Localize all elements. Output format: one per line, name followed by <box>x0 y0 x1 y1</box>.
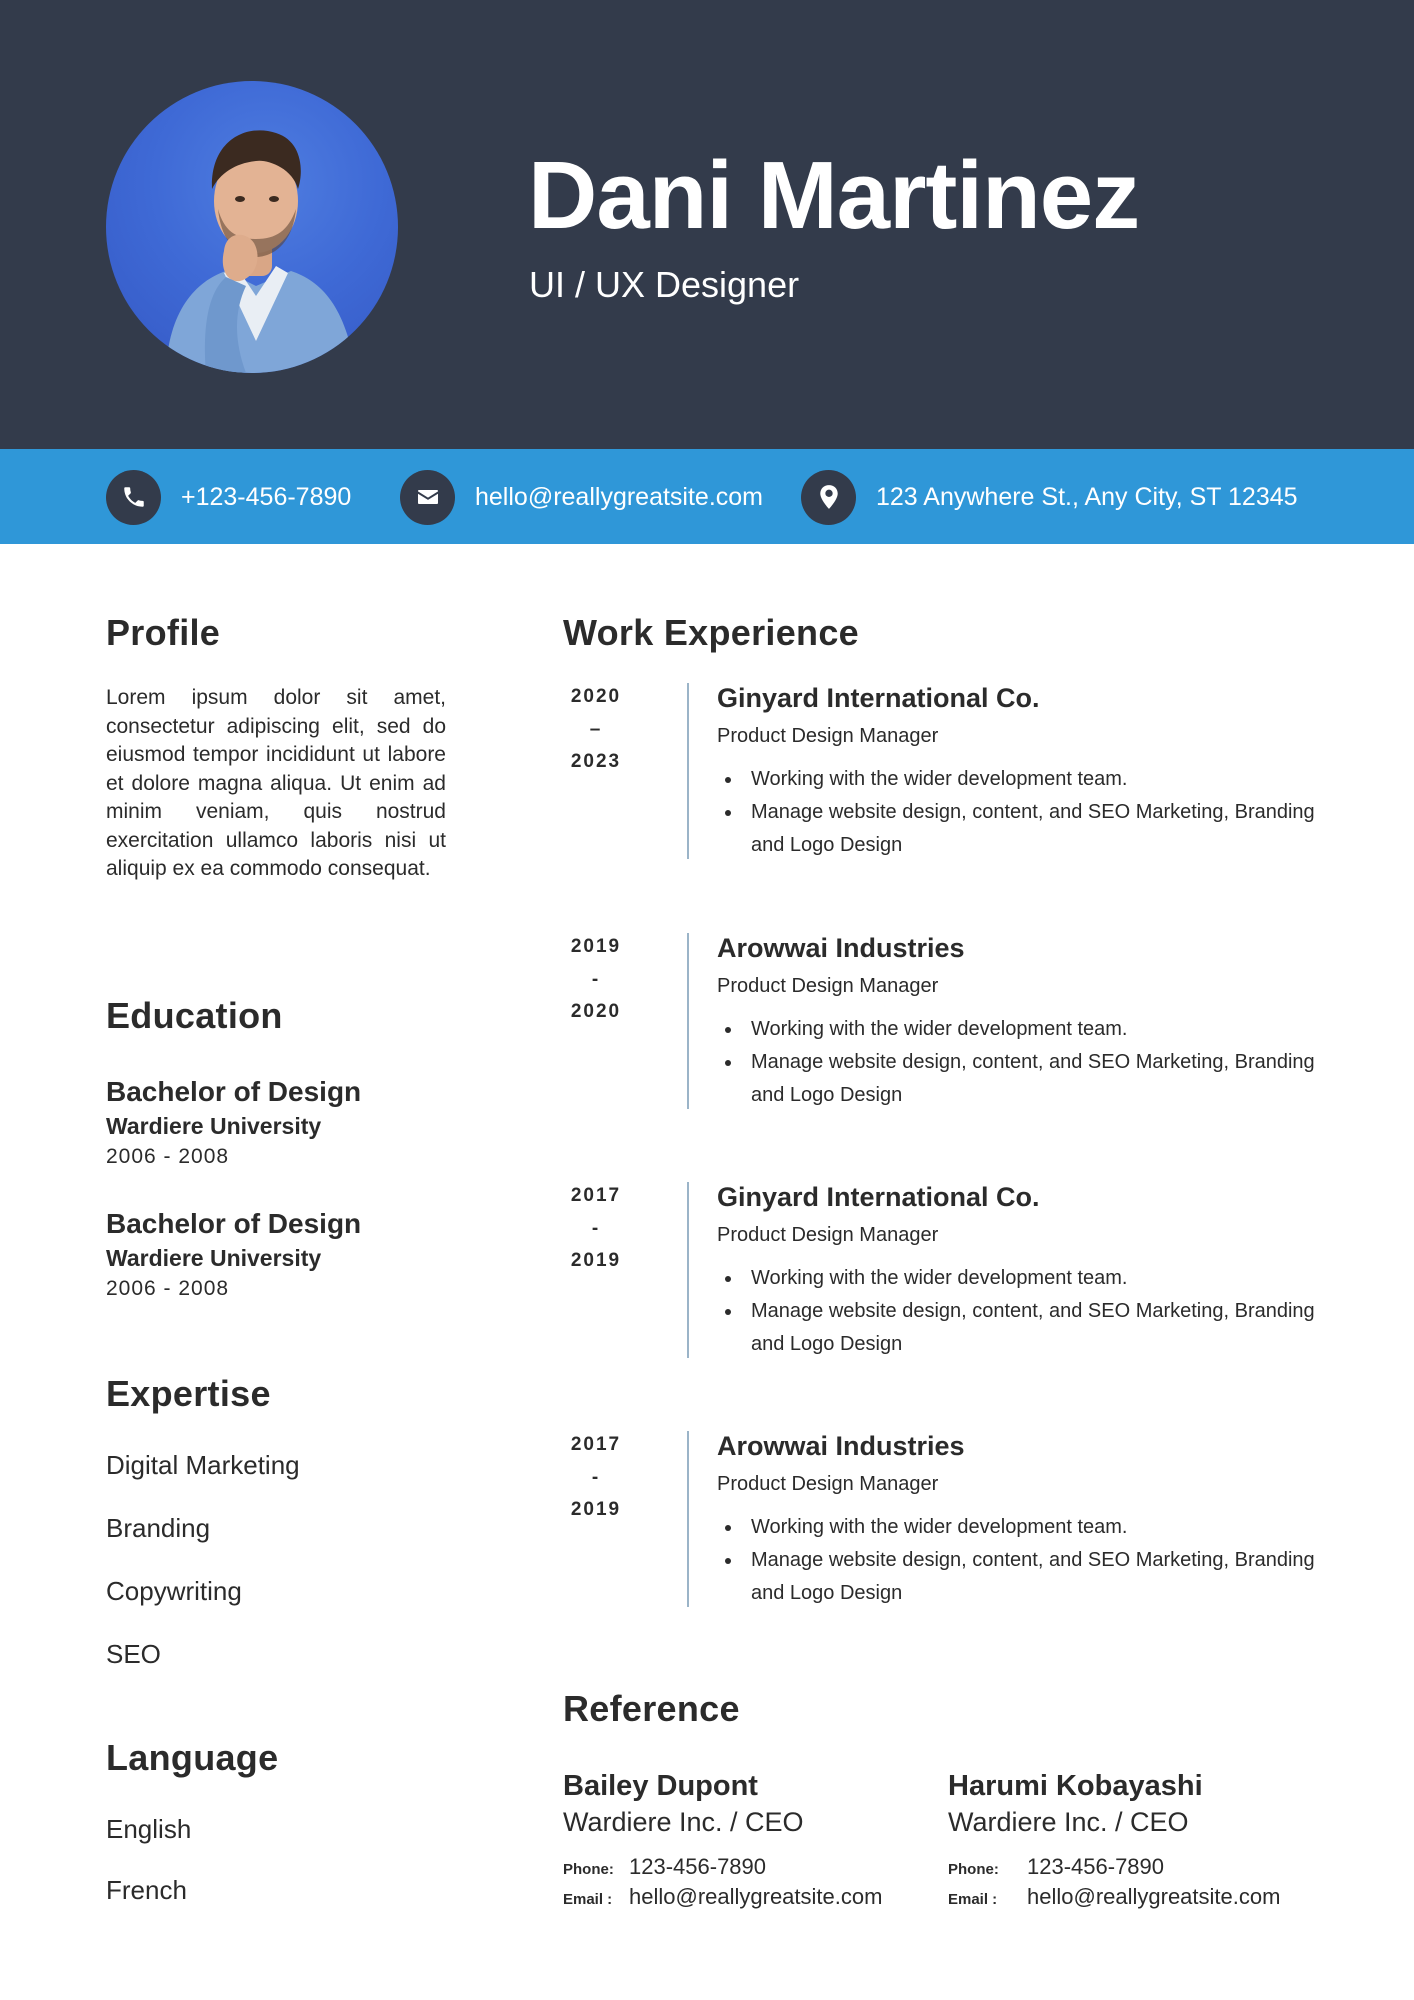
job-start-year: 2017 <box>570 1434 622 1455</box>
map-pin-icon <box>801 470 856 525</box>
job-details <box>717 681 1317 862</box>
job-title: Product Design Manager <box>717 1473 939 1495</box>
job-bullets <box>717 763 1317 862</box>
job-company: Ginyard International Co. <box>717 1182 1040 1212</box>
job-end-year: 2019 <box>570 1499 622 1520</box>
timeline-divider <box>687 1182 689 1358</box>
language-item: English <box>106 1814 192 1844</box>
job-company: Ginyard International Co. <box>717 683 1040 713</box>
reference-email[interactable]: hello@reallygreatsite.com <box>1027 1884 1281 1909</box>
education-item <box>106 1206 446 1304</box>
contact-phone <box>106 470 351 524</box>
contact-phone-text[interactable]: +123-456-7890 <box>181 482 352 511</box>
reference-org: Wardiere Inc. / CEO <box>563 1807 804 1837</box>
reference-email-row <box>563 1884 943 1910</box>
job-bullets <box>717 1013 1317 1112</box>
education-school: Wardiere University <box>106 1113 322 1139</box>
reference-phone[interactable]: 123-456-7890 <box>629 1854 767 1879</box>
job-years <box>563 931 629 1029</box>
contact-email <box>400 470 763 524</box>
timeline-divider <box>687 933 689 1109</box>
job-details <box>717 931 1317 1112</box>
education-degree: Bachelor of Design <box>106 1208 362 1239</box>
job-details <box>717 1180 1317 1361</box>
job-end-year: 2019 <box>570 1250 622 1271</box>
reference-org: Wardiere Inc. / CEO <box>948 1807 1189 1837</box>
contact-address <box>801 470 1298 524</box>
job-start-year: 2017 <box>570 1185 622 1206</box>
reference-email-label: Email : <box>563 1891 613 1908</box>
education-item <box>106 1074 446 1172</box>
timeline-divider <box>687 1431 689 1607</box>
contact-email-text[interactable]: hello@reallygreatsite.com <box>475 482 764 511</box>
education-heading: Education <box>106 995 283 1036</box>
education-years: 2006 - 2008 <box>106 1145 230 1168</box>
job-year-separator: – <box>589 718 603 740</box>
job-years <box>563 1180 629 1278</box>
expertise-item: Digital Marketing <box>106 1450 300 1480</box>
reference-name: Harumi Kobayashi <box>948 1770 1203 1802</box>
expertise-item: Branding <box>106 1513 211 1543</box>
reference-phone-label: Phone: <box>948 1861 999 1878</box>
language-item: French <box>106 1875 187 1905</box>
reference-heading: Reference <box>563 1688 740 1729</box>
timeline-divider <box>687 683 689 859</box>
education-years: 2006 - 2008 <box>106 1277 230 1300</box>
profile-photo-illustration <box>106 81 398 373</box>
reference-name: Bailey Dupont <box>563 1770 758 1802</box>
reference-card <box>563 1768 943 1910</box>
job-bullet: Manage website design, content, and SEO Marketing, Branding and Logo Design <box>717 1295 1317 1361</box>
job-bullets <box>717 1262 1317 1361</box>
reference-card <box>948 1768 1328 1910</box>
reference-phone-row <box>948 1854 1328 1880</box>
reference-phone-row <box>563 1854 943 1880</box>
job-company: Arowwai Industries <box>717 933 965 963</box>
job-bullet: Working with the wider development team. <box>717 763 1317 796</box>
job-company: Arowwai Industries <box>717 1431 965 1461</box>
job-years <box>563 1429 629 1527</box>
resume-header <box>0 0 1414 449</box>
job-bullet: Working with the wider development team. <box>717 1511 1317 1544</box>
reference-phone[interactable]: 123-456-7890 <box>1027 1854 1165 1879</box>
reference-phone-label: Phone: <box>563 1861 614 1878</box>
job-bullet: Working with the wider development team. <box>717 1262 1317 1295</box>
job-bullets <box>717 1511 1317 1610</box>
job-start-year: 2020 <box>570 686 622 707</box>
job-year-separator: - <box>591 1466 601 1488</box>
job-title: Product Design Manager <box>717 725 939 747</box>
reference-email-label: Email : <box>948 1891 998 1908</box>
job-bullet: Working with the wider development team. <box>717 1013 1317 1046</box>
reference-email-row <box>948 1884 1328 1910</box>
education-degree: Bachelor of Design <box>106 1076 362 1107</box>
job-year-separator: - <box>591 1217 601 1239</box>
reference-email[interactable]: hello@reallygreatsite.com <box>629 1884 883 1909</box>
job-bullet: Manage website design, content, and SEO Marketing, Branding and Logo Design <box>717 1046 1317 1112</box>
work-experience-heading: Work Experience <box>563 612 859 653</box>
job-details <box>717 1429 1317 1610</box>
profile-text: Lorem ipsum dolor sit amet, consectetur adipiscing elit, sed do eiusmod tempor incididunt ut labore et dolore magna aliqua. Ut enim ad minim veniam, quis nostrud exercitation ullamco laboris nisi ut aliquip ex ea commodo consequat. <box>106 686 446 880</box>
expertise-heading: Expertise <box>106 1373 271 1414</box>
language-heading: Language <box>106 1737 279 1778</box>
job-title: Product Design Manager <box>717 1224 939 1246</box>
job-bullet: Manage website design, content, and SEO Marketing, Branding and Logo Design <box>717 796 1317 862</box>
phone-icon <box>106 470 161 525</box>
contact-address-text: 123 Anywhere St., Any City, ST 12345 <box>876 482 1298 511</box>
expertise-item: SEO <box>106 1639 161 1669</box>
job-end-year: 2020 <box>570 1001 622 1022</box>
envelope-icon <box>400 470 455 525</box>
expertise-item: Copywriting <box>106 1576 242 1606</box>
education-school: Wardiere University <box>106 1245 322 1271</box>
job-year-separator: - <box>591 968 601 990</box>
profile-photo <box>106 81 398 373</box>
candidate-name: Dani Martinez <box>528 142 1140 249</box>
job-start-year: 2019 <box>570 936 622 957</box>
job-title: Product Design Manager <box>717 975 939 997</box>
contact-bar <box>0 449 1414 544</box>
job-end-year: 2023 <box>570 751 622 772</box>
job-years <box>563 681 629 779</box>
job-bullet: Manage website design, content, and SEO Marketing, Branding and Logo Design <box>717 1544 1317 1610</box>
candidate-role: UI / UX Designer <box>529 264 800 305</box>
profile-heading: Profile <box>106 612 221 653</box>
